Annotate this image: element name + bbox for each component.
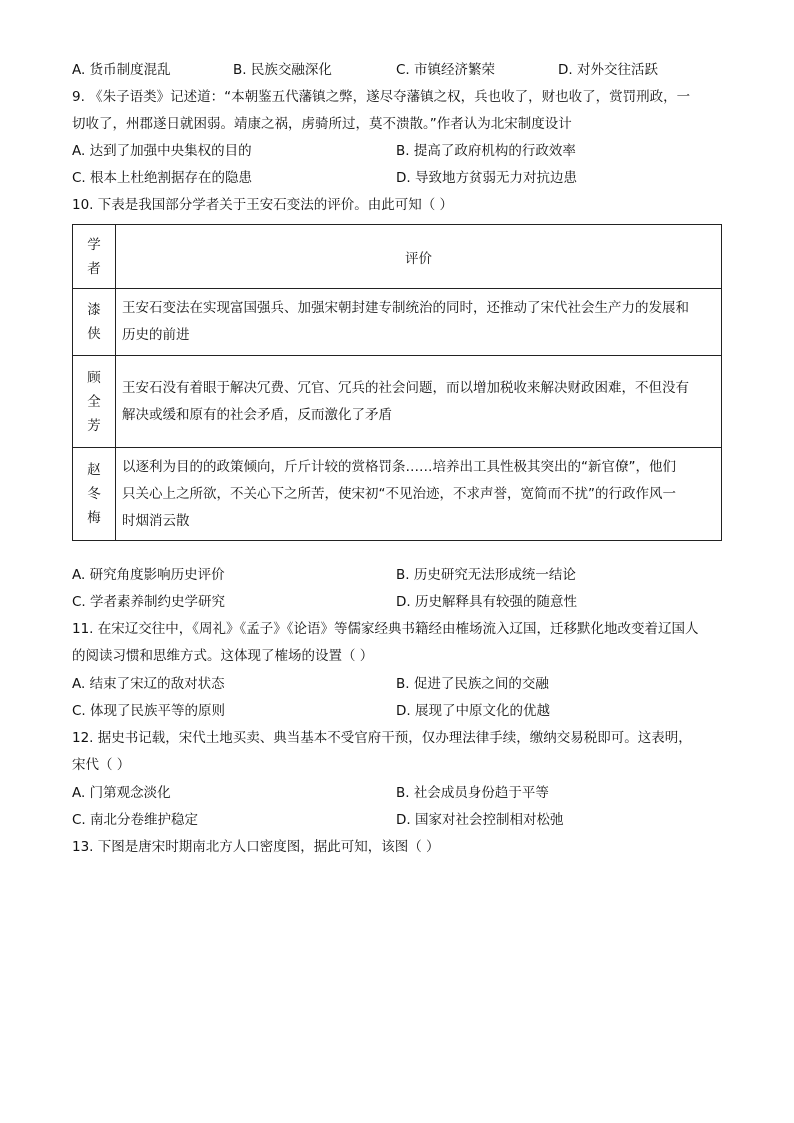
table-row — [73, 356, 722, 448]
scholar-cell: 赵 冬 梅 — [73, 448, 116, 541]
q9-option-a: A. 达到了加强中央集权的目的 — [72, 143, 252, 159]
scholar-cell: 漆 侠 — [73, 289, 116, 356]
header-scholar-cell: 学 者 — [73, 225, 116, 289]
q9-option-d: D. 导致地方贫弱无力对抗边患 — [396, 170, 577, 186]
q11-option-a: A. 结束了宋辽的敌对状态 — [72, 676, 225, 692]
q12-option-a: A. 门第观念淡化 — [72, 785, 171, 801]
eval-cell: 王安石没有着眼于解决冗费、冗官、冗兵的社会问题，而以增加税收来解决财政困难，不但没有 解决或缓和原有的社会矛盾，反而激化了矛盾 — [116, 356, 722, 448]
q8-option-c: C. 市镇经济繁荣 — [396, 62, 496, 78]
q10-option-c: C. 学者素养制约史学研究 — [72, 594, 226, 610]
q8-option-b: B. 民族交融深化 — [233, 62, 332, 78]
q9-option-c: C. 根本上杜绝割据存在的隐患 — [72, 170, 253, 186]
q9-stem-line1: 9. 《朱子语类》记述道：“本朝鉴五代藩镇之弊，遂尽夺藩镇之权，兵也收了，财也收了，赏罚刑政，一 — [72, 89, 691, 105]
q12-option-b: B. 社会成员身份趋于平等 — [396, 785, 549, 801]
table-row — [73, 448, 722, 541]
q11-option-b: B. 促进了民族之间的交融 — [396, 676, 549, 692]
q8-option-a: A. 货币制度混乱 — [72, 62, 171, 78]
q10-option-d: D. 历史解释具有较强的随意性 — [396, 594, 577, 610]
eval-cell: 以逐利为目的的政策倾向，斤斤计较的赏格罚条……培养出工具性极其突出的“新官僚”，他们 只关心上之所欲，不关心下之所苦，使宋初“不见治迹，不求声誉，宽简而不扰”的行政作风一 时烟消云散 — [116, 448, 722, 541]
q10-option-b: B. 历史研究无法形成统一结论 — [396, 567, 576, 583]
q9-stem-line2: 切收了，州郡遂日就困弱。靖康之祸，虏骑所过，莫不溃散。”作者认为北宋制度设计 — [72, 116, 572, 132]
table-header-row — [73, 225, 722, 289]
q12-stem-line2: 宋代（ ） — [72, 757, 131, 773]
q10-option-a: A. 研究角度影响历史评价 — [72, 567, 225, 583]
q10-stem: 10. 下表是我国部分学者关于王安石变法的评价。由此可知（ ） — [72, 197, 454, 213]
q11-stem-line1: 11. 在宋辽交往中，《周礼》《孟子》《论语》等儒家经典书籍经由榷场流入辽国，迁移默化地改变着辽国人 — [72, 621, 699, 637]
header-eval-cell: 评价 — [116, 225, 722, 289]
q11-stem-line2: 的阅读习惯和思维方式。这体现了榷场的设置（ ） — [72, 648, 374, 664]
eval-cell: 王安石变法在实现富国强兵、加强宋朝封建专制统治的同时，还推动了宋代社会生产力的发展和 历史的前进 — [116, 289, 722, 356]
q11-option-c: C. 体现了民族平等的原则 — [72, 703, 226, 719]
q8-option-d: D. 对外交往活跃 — [558, 62, 658, 78]
scholar-cell: 顾 全 芳 — [73, 356, 116, 448]
q12-stem-line1: 12. 据史书记载，宋代土地买卖、典当基本不受官府干预，仅办理法律手续，缴纳交易税即可。这表明， — [72, 730, 692, 746]
evaluation-table — [72, 224, 722, 541]
q13-stem: 13. 下图是唐宋时期南北方人口密度图，据此可知，该图（ ） — [72, 839, 440, 855]
table-row — [73, 289, 722, 356]
q11-option-d: D. 展现了中原文化的优越 — [396, 703, 550, 719]
q9-option-b: B. 提高了政府机构的行政效率 — [396, 143, 576, 159]
q12-option-d: D. 国家对社会控制相对松弛 — [396, 812, 564, 828]
q12-option-c: C. 南北分卷维护稳定 — [72, 812, 199, 828]
